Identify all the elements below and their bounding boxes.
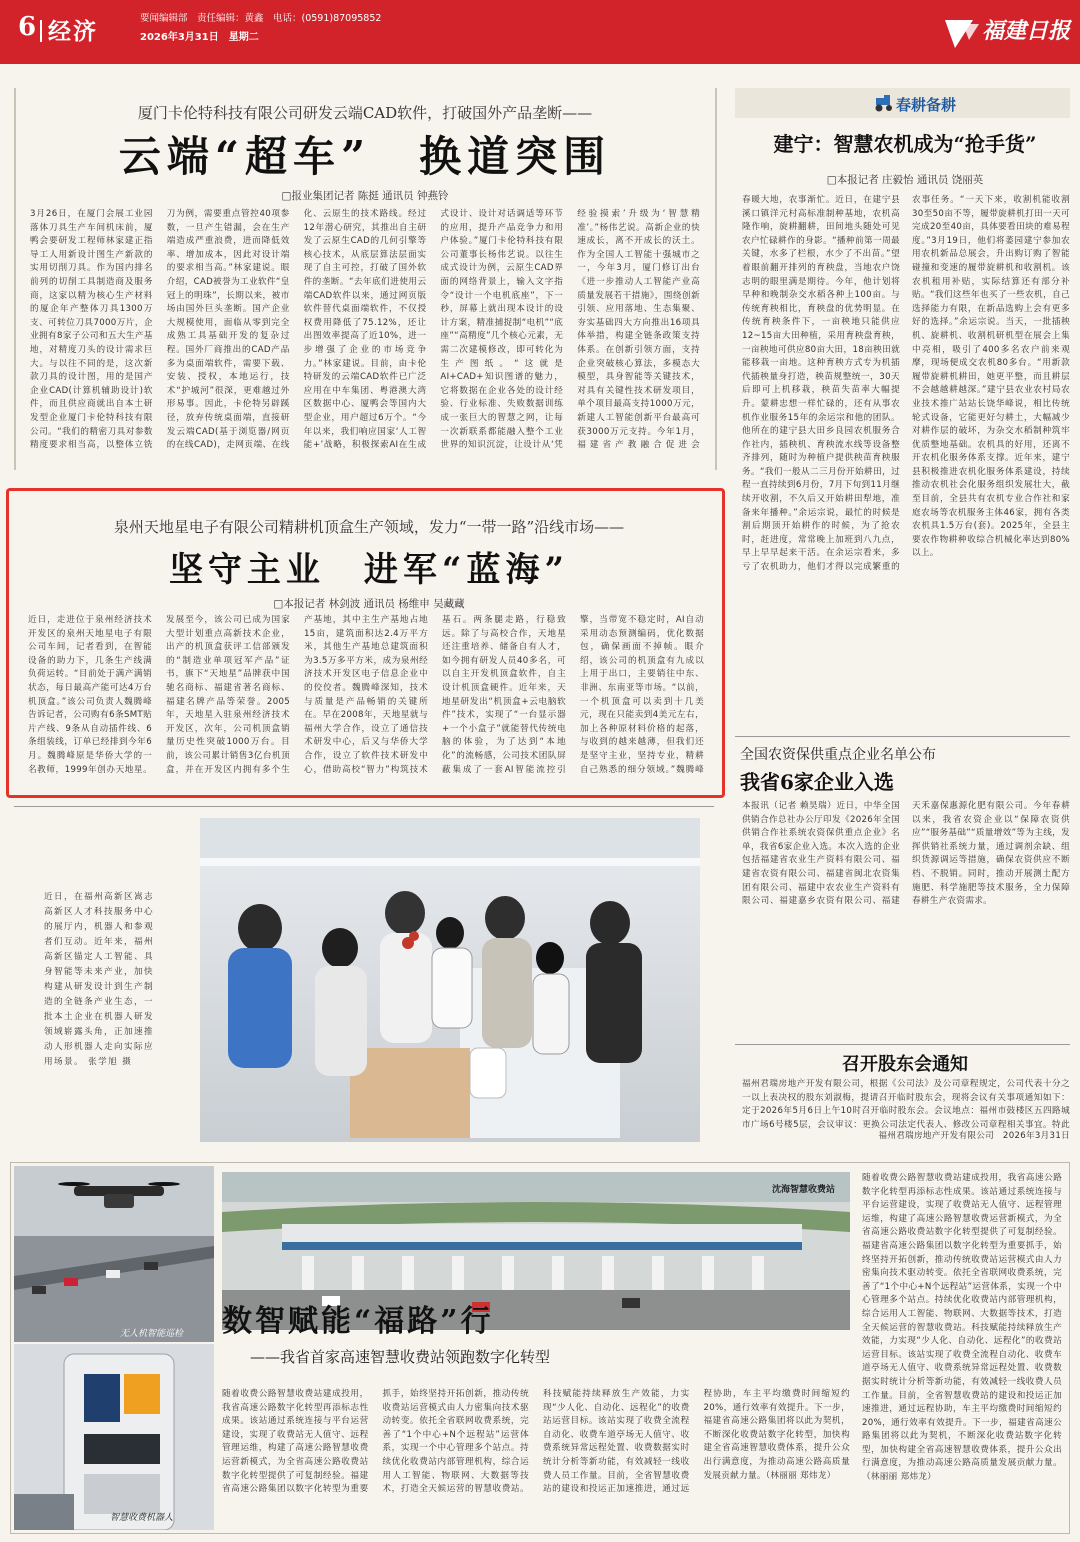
masthead-editors: 要闻编辑部 责任编辑：黄鑫 电话：(0591)87095852	[140, 13, 382, 24]
article3-body-side	[862, 1172, 1062, 1528]
sidebar-headline: 建宁：智慧农机成为“抢手货”	[773, 132, 1037, 156]
article1-kicker: 厦门卡伦特科技有限公司研发云端CAD软件，打破国外产品垄断——	[137, 104, 593, 122]
notice1-headline: 我省6家企业入选	[740, 770, 894, 794]
article1-right-rule	[715, 88, 717, 470]
photo-caption-robot: 智慧收费机器人	[110, 1513, 174, 1523]
photo1-section-rule	[14, 806, 714, 807]
article2-byline: □本报记者 林剑波 通讯员 杨维申 吴藏藏	[273, 598, 465, 610]
article3-body-side-text: 随着收费公路智慧收费站建成投用，我省高速公路数字化转型再添标志性成果。该站通过系统连接与平台运营建设，实现了收费站无人值守、远程管理运维，构建了高速公路智慧收费运营新模式，为全省高速公路收费站数字化转型提供了可复制经验。福建省高速公路集团以数字化转型为重要抓手，始终坚持开拓创新，推动传统收费站运营模式由人力密集向技术驱动转变。依托全省联网收费系统，完善了“1个中心+N个远程站”运营体系，实现一个中心管理多个站点。持续优化收费站内部管理机构，综合运用人工智能、物联网、大数据等技术，打造全天候运营的智慧收费站。科技赋能持续释放生产效能，力实现“少人化、自动化、远程化”的收费站运营目标。该站实现了收费全流程自动化、收费车道亭场无人值守、收费系统异常远程处置、收费数据实时统计分析等新功能，有效减轻一线收费人员工作量。目前，全省智慧收费站的建设和投运正加速推进，通过远程协助，车主平均缴费时间缩短约20%，通行效率有效提升。下一步，福建省高速公路集团将以此为契机，不断深化收费站数字化转型，加快构建全省高速智慧收费体系，提升公众出行满意度，为推动高速公路高质量发展贡献力量。（林丽丽 郑炜龙）	[862, 1173, 1062, 1483]
notice2-body: 福州君瑞房地产开发有限公司，根据《公司法》及公司章程规定，公司代表十分之一以上表决权的股东刘淑梅，提请召开临时股东会，现将会议有关事项通知如下：定于2026年5月6日上午10时召开临时股东会。会议地点：福州市鼓楼区五四路城市广场6号楼5层，会议审议：更换公司法定代表人、修改公司章程相关事宜。特此	[742, 1079, 1070, 1130]
photo1-caption-text: 近日，在福州高新区嵩志高新区人才科技服务中心的展厅内，机器人和参观者们互动。近年来，福州高新区锚定人工智能、具身智能等未来产业，加快构建从研发设计到生产制造的全链条产业生态，一批本土企业在机器人研发领域崭露头角，正加速推动人形机器人走向实际应用场景。	[44, 892, 154, 1067]
newspaper-logo-mark	[943, 14, 981, 50]
sidebar-byline: □本报记者 庄毅怡 通讯员 饶丽英	[826, 174, 984, 186]
notice2-headline: 召开股东会通知	[842, 1054, 968, 1075]
notice-rule-2	[735, 1044, 1070, 1045]
sidebar-body: 春暖大地，农事渐忙。近日，在建宁县溪口镇洋元村高标准制种基地，农机高隆作响，旋耕翻耕，田间地头随处可见农户忙碌耕作的身影。“播种前第一周最关键，水多了栏根，水少了不出苗。”望着眼前翻开排列的育秧盘，当地农户饶志明的眼里满是期待。今年，他计划将早种和晚制杂交水稻各种上100亩。与传统育秧相比，育秧盘的优势明显。在传统育秧条件下，一亩秧地只能供应12~15亩大田种植，采用育秧盘育秧，一亩秧地可供应80亩大田，18亩秧田就能移栽一亩地。这种育秧方式专为机插代插秧量身打造，秧苗规整统一，30天后即可上机移栽，秧苗失苗率大幅提升。蒙耕忠想一样忙碌的，还有从事农机作业服务15年的余运宗和他的团队。他所在的建宁县大田乡良园农机服务合作社内，插秧机、育秧流水线等设备整齐排列，随时为种植户提供秧苗育秧服务。“我们一般从二三月份开始耕田，过程一直持续到6月份，7月下旬到11月继续开收割，不久后又开始耕田犁地，准备来年播种。”余运宗说，最忙的时候是割后期顶开始耕作的时候，为了抢农时，赶进度，常常晚上加班到八九点，早上早早起来干活。在余运宗看来，多亏了农机助力，他们才得以完成繁重的农事任务。“一天下来，收割机能收割30至50亩不等，履带旋耕机打田一天可完成20至40亩，具体要看田块的难易程度。”3月19日，他们将萎园建宁参加农用农机新品总展会，升出购订购了智能碰撞和变速的履带旋耕机和收割机。该农机租用补贴，实际结算还有部分补贴。“我们这些年也买了一些农机，自己选择能力有限，在新品选购上会有更多好的选择。”余运宗说。当天，一批插秧机、旋耕机、收割机研机型在展会上集中亮相，吸引了400多名农户前来观摩，现场便成交农机80多台。“用新款履带旋耕机耕田，她更平整，而且耕层不会越越耕越深。”建宁县农业农村局农业技术推广站站长饶华峰说，相比传统轮式设备，它能更好匀耕土，大幅减少对耕作层的破坏，为杂交水稻制种筑牢优质整地基础。农机具的好用，还离不开农机化服务体系支撑。近年来，建宁县积极推进农机化服务体系建设，持续推动农机社会化服务组织发展壮大，截至目前，全县共有农机专业合作社和家庭农场等农机服务主体46家，拥有各类农机具1.5万台(套)。2025年，全县主要农作物耕种收综合机械化率达到80%以上。	[742, 195, 1070, 573]
photo-caption-drone: 无人机智能巡检	[120, 1329, 184, 1339]
section-title: 经济	[48, 18, 98, 45]
article1-headline: 云端“超车” 换道突围	[118, 132, 612, 181]
article3-body-main: 随着收费公路智慧收费站建成投用，我省高速公路数字化转型再添标志性成果。该站通过系统连接与平台运营建设，实现了收费站无人值守、远程管理运维，构建了高速公路智慧收费运营新模式，为全省高速公路收费站数字化转型提供了可复制经验。福建省高速公路集团以数字化转型为重要抓手，始终坚持开拓创新，推动传统收费站运营模式由人力密集向技术驱动转变。依托全省联网收费系统，完善了“1个中心+N个远程站”运营体系，实现一个中心管理多个站点。持续优化收费站内部管理机构，综合运用人工智能、物联网、大数据等技术，打造全天候运营的智慧收费站。科技赋能持续释放生产效能，力实现“少人化、自动化、远程化”的收费站运营目标。该站实现了收费全流程自动化、收费车道亭场无人值守、收费系统异常远程处置、收费数据实时统计分析等新功能，有效减轻一线收费人员工作量。目前，全省智慧收费站的建设和投运正加速推进，通过远程协助，车主平均缴费时间缩短约20%，通行效率有效提升。下一步，福建省高速公路集团将以此为契机，不断深化收费站数字化转型，加快构建全省高速智慧收费体系，提升公众出行满意度，为推动高速公路高质量发展贡献力量。（林丽丽 郑炜龙）	[222, 1389, 850, 1495]
article1-body: 3月26日，在厦门会展工业园落体刀具生产车间机床前，厦鸭会要研发工程师林家建正指导工人用新设计图生产新款的实用切削刀具。作为国内排名前列的切削工具制造商及服务商，这家以精为核心生产材料的厦企年产整体刀具1300万支、可转位刀具7000万片，企业拥有8家子公司和五大生产基地，对精度刀头的设计需求巨大。与以往不同的是，这次新款刀具的设计图，用的是国产企业CAD(计算机辅助设计)软件，而且供应商就出自本土研发型企业厦门卡伦特科技有限公司。“我们的精密刀具对参数精度要求相当高，以整体立铣刀为例，需要重点管控40项参数，一旦产生错漏，会在生产端造成严重浪费，进而降低效率、增加成本，因此对设计端的要求相当高。”林家建说。眼介绍，CAD被誉为工业软件“皇冠上的明珠”，长期以来，被市场由国外巨头垄断。国产企业大规模使用，面临从零到完全成熟工具基础开发的复杂过程。国外厂商推出的CAD产品多为桌面端软件，需要下载、安装、授权，本地运行，技术“护城河”很深，更难越过外形易事。因此，卡伦特另辟蹊径，放弃传统桌面端，直接研发云端CAD(基于浏览器/网页的在线CAD)，走网页端、在线化、云原生的技术路线。经过12年潜心研究，其推出自主研发了云原生CAD的几何引擎等核心技术，从底层算法层面实现了自主可控，打破了国外软件的垄断。“去年底们进使用云端CAD软件以来，通过网页版软件替代桌面端软件，不仅授权费用降低了75.12%，还让出图效率提高了近10%，进一步增强了企业的市场竞争力。”林家建说。目前，由卡伦特研发的云端CAD软件已广泛应用在中车集团、粤港澳大湾区数据中心、厦鸭会等国内大型企业，用户超过6万个。“今年以来，我们响应国家‘人工智能+’战略，积极探索AI在生成式设计、设计对话调适等环节的应用，提升产品竞争力和用户体验。”厦门卡伦特科技有限公司董事长杨伟艺说。以往生成式设计为例，云原生CAD界面的网络背景上，输入文字指令“设计一个电机底座”，下一秒，屏幕上就出现本设计的设计方案，精准捕捉制“电机”“底座”“高精度”几个核心元素，无需二次建模修改，即可转化为生产图纸。“这就是AI+CAD+知识图谱的魅力，它将数据在企业各处的设计经验、行业标准、失败数据训练成一张巨大的智慧之网，让每一次新联系都能融入整个工业世界的知识沉淀，让设计从‘凭经验摸索’升级为‘智慧精准’。”杨伟艺说。高新企业的快速成长，离不开成长的沃土。作为全国人工智能十强城市之一，今年3月，厦门修订出台《进一步推动人工智能产业高质量发展若干措施》，围绕创新引领、应用落地、生态集聚、夯实基础四大方向推出16项具体举措，构建全链条政策支持体系。在创新引领方面，支持企业突破核心算法，多模态大模型，具身智能等关键技术，对具有关键性技术研发项目，单个项目最高支持1000万元，新建人工智能创新平台最高可获3000万元支持。今年1月，福建省产教融合促进会	[30, 209, 700, 451]
masthead-date: 2026年3月31日 星期二	[140, 32, 259, 43]
drone-highway-photo	[14, 1166, 214, 1342]
article3-subhead: ——我省首家高速智慧收费站领跑数字化转型	[250, 1348, 551, 1366]
page-number: 6	[18, 12, 37, 42]
article2-kicker: 泉州天地星电子有限公司精耕机顶盒生产领域，发力“一带一路”沿线市场——	[113, 518, 625, 536]
photo1-credit: 张学旭 摄	[88, 1057, 133, 1067]
robot-exhibition-photo	[200, 818, 700, 1142]
notice1-kicker: 全国农资保供重点企业名单公布	[740, 747, 936, 763]
notice1-body: 本报讯（记者 赖昊瑞）近日，中华全国供销合作总社办公厅印发《2026年全国供销合作社系统农资保供重点企业》名单，我省6家企业入选。本次入选的企业包括福建省农业生产资料有限公司、福建省农资有限公司、福建省闽北农资集团有限公司、福建中农农业生产资料有限公司、福建嘉乡农资有限公司、福建天禾嘉保惠源化肥有限公司。今年春耕以来，我省农资企业以“保障农资供应”“服务基础”“质量增效”等为主线，发挥供销社系统力量，通过调剂余缺、组织货源调运等措施，确保农资供应不断档、不脱销。同时，推动开展测土配方施肥、科学施肥等技术服务，全力保障春耕生产农资需求。	[742, 801, 1070, 907]
newspaper-logo: 福建日报	[982, 18, 1071, 44]
article1-left-rule	[14, 88, 16, 470]
article1-byline: □报业集团记者 陈挺 通讯员 钟燕铃	[281, 190, 449, 202]
toll-station-sign: 沈海智慧收费站	[772, 1185, 836, 1195]
masthead-divider	[40, 20, 42, 42]
robot-kiosk-photo	[14, 1344, 214, 1530]
notice-rule-1	[735, 736, 1070, 737]
notice2-signature: 福州君瑞房地产开发有限公司 2026年3月31日	[878, 1131, 1070, 1141]
article2-body: 近日，走进位于泉州经济技术开发区的泉州天地星电子有限公司车间，记者看到，在智能设备的助力下，几条生产线满负荷运转。“目前处于满产满销状态，每日最高产能可达4万台机顶盒。”该公司负责人魏腾峰告诉记者，公司购有6条SMT贴片产线、9条从自动插件线、6条组装线，订单已经排到今年6月。魏腾峰原是华侨大学的一名教师，1999年创办天地星。发展至今，该公司已成为国家大型计划重点高新技术企业，出产的机顶盒获评工信部颁发的“制造业单项冠军产品”证书，旗下“天地星”品牌获中国驰名商标、福建省著名商标、福建名牌产品等荣誉。2005年，天地星入驻泉州经济技术开发区，次年，公司机顶盒销量历史性突破1000万台。目前，该公司累计销售3亿台机顶盒，并在开发区内拥有多个生产基地，其中主生产基地占地15亩，建筑面积达2.4万平方米，其他生产基地总建筑面积为3.5万多平方米，成为泉州经济技术开发区电子信息企业中的佼佼者。魏腾峰深知，技术与质量是产品畅销的关键所在。早在2008年，天地星就与福州大学合作，设立了通信技术研发中心，后又与华侨大学合作，设立了软件技术研发中心，借助高校“智力”构筑技术基石。两条腿走路，行稳致远。除了与高校合作，天地星还注重培养、储备自有人才，如今拥有研发人员40多名，可以自主开发机顶盒软件，自主设计机顶盒硬件。近年来，天地星研发出“机顶盒+云电脑软件”技术，实现了“一台显示器+一个小盒子”就能替代传统电脑的体验，为了达到“本地化”的流畅感，公司技术团队屏蔽集成了一套AI智能流控引擎，当带宽不稳定时，AI自动采用动态预测编码，优化数据包，确保画面不掉帧。眼介绍，该公司的机顶盒有九成以上用于出口，主要销往中东、非洲、东南亚等市场。“以前，一个机顶盒可以卖到十几美元，现在只能卖到4美元左右，加上各种原材料价格的起落，与收到的越来越薄，但我们还是坚守主业，坚持专业，精耕自己熟悉的细分领域。”魏腾峰	[28, 615, 704, 775]
sidebar-section-label: 春耕备耕	[896, 96, 957, 114]
article3-headline: 数智赋能“福路”行	[222, 1304, 494, 1339]
article2-headline: 坚守主业 进军“蓝海”	[168, 550, 570, 590]
photo1-caption	[44, 890, 156, 1138]
tractor-icon	[874, 94, 894, 112]
